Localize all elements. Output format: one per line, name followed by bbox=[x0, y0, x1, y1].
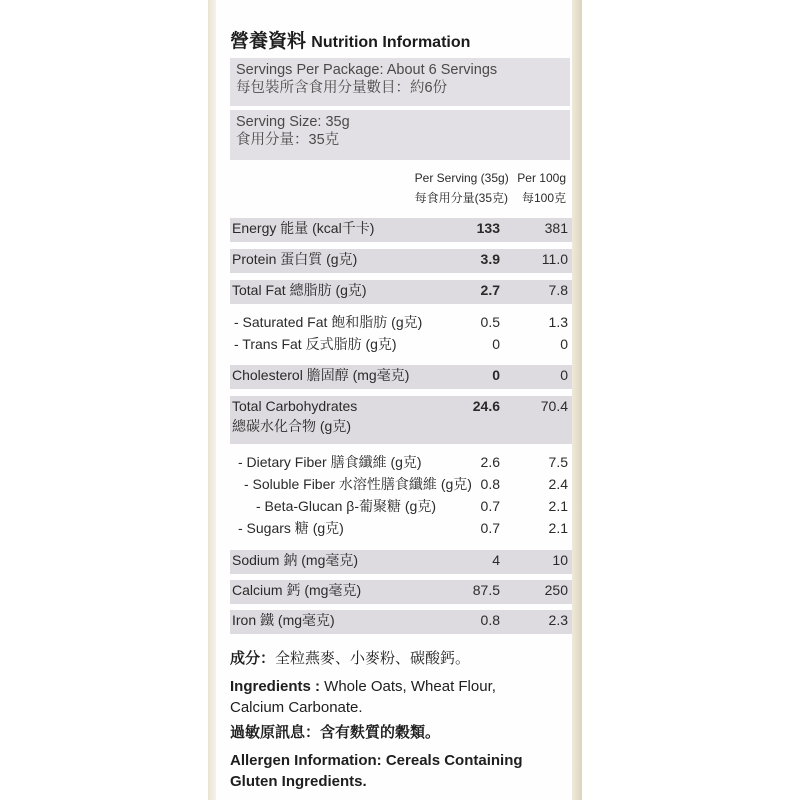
per-100g-value: 0 bbox=[560, 367, 568, 383]
per-100g-value: 7.5 bbox=[548, 454, 568, 470]
nutrient-name: Calcium 鈣 (mg毫克) bbox=[232, 582, 362, 598]
per-100g-value: 7.8 bbox=[548, 282, 568, 298]
ingredients-en-text: Whole Oats, Wheat Flour, bbox=[320, 678, 496, 695]
nutrient-row-soluble-fiber bbox=[230, 474, 572, 496]
nutrient-row-beta-glucan bbox=[230, 496, 572, 518]
nutrient-row-iron bbox=[230, 610, 572, 634]
nutrient-row-calcium bbox=[230, 580, 572, 604]
column-headers bbox=[415, 168, 566, 208]
package-edge-left bbox=[208, 0, 216, 800]
per-serving-value: 0.8 bbox=[480, 612, 500, 628]
nutrient-row-protein bbox=[230, 249, 572, 273]
ingredients-en bbox=[230, 676, 570, 718]
package-edge-right bbox=[572, 0, 582, 800]
per-serving-value: 0.8 bbox=[480, 476, 500, 492]
allergen-en-line-1: Allergen Information: Cereals Containing bbox=[230, 752, 523, 769]
serving-size-zh: 食用分量：35克 bbox=[236, 132, 340, 148]
nutrient-row-total-fat bbox=[230, 280, 572, 304]
nutrient-name: Cholesterol 膽固醇 (mg毫克) bbox=[232, 367, 410, 383]
allergen-en bbox=[230, 750, 570, 792]
nutrient-row-sodium bbox=[230, 550, 572, 574]
ingredients-en-text-2: Calcium Carbonate. bbox=[230, 699, 363, 716]
per-100g-value: 2.4 bbox=[548, 476, 568, 492]
per-100g-value: 2.1 bbox=[548, 498, 568, 514]
per-serving-value: 24.6 bbox=[472, 398, 500, 414]
serving-size-box bbox=[230, 110, 570, 160]
nutrient-name: - Soluble Fiber 水溶性膳食纖維 (g克) bbox=[244, 476, 472, 492]
servings-box bbox=[230, 58, 570, 106]
per-100g-value: 70.4 bbox=[540, 398, 568, 414]
per-serving-value: 133 bbox=[476, 220, 500, 236]
nutrient-row-dietary-fiber bbox=[230, 452, 572, 474]
allergen-en-line-2: Gluten Ingredients. bbox=[230, 773, 367, 790]
nutrient-name: Protein 蛋白質 (g克) bbox=[232, 251, 358, 267]
ingredients-zh-text: 全粒燕麥、小麥粉、碳酸鈣。 bbox=[275, 650, 471, 667]
nutrient-row-cholesterol bbox=[230, 365, 572, 389]
nutrition-label bbox=[216, 0, 572, 800]
background-left bbox=[0, 0, 210, 800]
nutrient-name: Iron 鐵 (mg毫克) bbox=[232, 612, 335, 628]
nutrient-name: - Saturated Fat 飽和脂肪 (g克) bbox=[234, 314, 423, 330]
nutrient-row-energy bbox=[230, 218, 572, 242]
servings-en: Servings Per Package: About 6 Servings bbox=[236, 62, 498, 78]
per-serving-value: 2.6 bbox=[480, 454, 500, 470]
nutrient-name: - Trans Fat 反式脂肪 (g克) bbox=[234, 336, 397, 352]
ingredients-en-label: Ingredients : bbox=[230, 678, 321, 695]
nutrient-row-sugars bbox=[230, 518, 572, 540]
nutrient-row-trans-fat bbox=[230, 334, 572, 356]
allergen-zh: 過敏原訊息：含有麩質的穀類。 bbox=[230, 724, 441, 741]
per-100g-value: 1.3 bbox=[548, 314, 568, 330]
nutrient-name: - Sugars 糖 (g克) bbox=[238, 520, 344, 536]
column-per-100g-zh: 每100克 bbox=[521, 191, 566, 205]
title-en: Nutrition Information bbox=[311, 34, 471, 51]
nutrient-row-total-carbohydrates bbox=[230, 396, 572, 444]
nutrient-name: - Dietary Fiber 膳食纖維 (g克) bbox=[238, 454, 422, 470]
background-right bbox=[582, 0, 800, 800]
per-serving-value: 4 bbox=[492, 552, 500, 568]
ingredients-zh bbox=[230, 648, 570, 669]
per-100g-value: 10 bbox=[552, 552, 568, 568]
per-serving-value: 87.5 bbox=[472, 582, 500, 598]
nutrient-name: - Beta-Glucan β-葡聚糖 (g克) bbox=[256, 498, 436, 514]
nutrient-name: Total Fat 總脂肪 (g克) bbox=[232, 282, 367, 298]
per-100g-value: 2.1 bbox=[548, 520, 568, 536]
per-serving-value: 0.5 bbox=[480, 314, 500, 330]
per-serving-value: 0 bbox=[492, 367, 500, 383]
label-title bbox=[230, 26, 470, 53]
column-per-serving-en: Per Serving (35g) bbox=[414, 171, 509, 185]
servings-zh: 每包裝所含食用分量數目：約6份 bbox=[236, 80, 448, 96]
column-per-serving-zh: 每食用分量(35克) bbox=[414, 191, 508, 205]
per-serving-value: 0.7 bbox=[480, 520, 500, 536]
per-serving-value: 0.7 bbox=[480, 498, 500, 514]
per-100g-value: 2.3 bbox=[548, 612, 568, 628]
ingredients-zh-label: 成分： bbox=[230, 650, 276, 667]
per-serving-value: 3.9 bbox=[480, 251, 500, 267]
nutrient-name: Energy 能量 (kcal千卡) bbox=[232, 220, 375, 236]
per-100g-value: 381 bbox=[544, 220, 568, 236]
title-zh: 營養資料 bbox=[230, 31, 307, 52]
column-per-100g-en: Per 100g bbox=[517, 171, 566, 185]
nutrient-name: Total Carbohydrates bbox=[232, 398, 358, 414]
serving-size-en: Serving Size: 35g bbox=[236, 114, 350, 130]
nutrient-row-saturated-fat bbox=[230, 312, 572, 334]
per-100g-value: 0 bbox=[560, 336, 568, 352]
nutrient-name-zh: 總碳水化合物 (g克) bbox=[232, 418, 351, 434]
per-serving-value: 2.7 bbox=[480, 282, 500, 298]
per-serving-value: 0 bbox=[492, 336, 500, 352]
per-100g-value: 11.0 bbox=[541, 251, 568, 267]
per-100g-value: 250 bbox=[544, 582, 568, 598]
nutrient-name: Sodium 鈉 (mg毫克) bbox=[232, 552, 359, 568]
